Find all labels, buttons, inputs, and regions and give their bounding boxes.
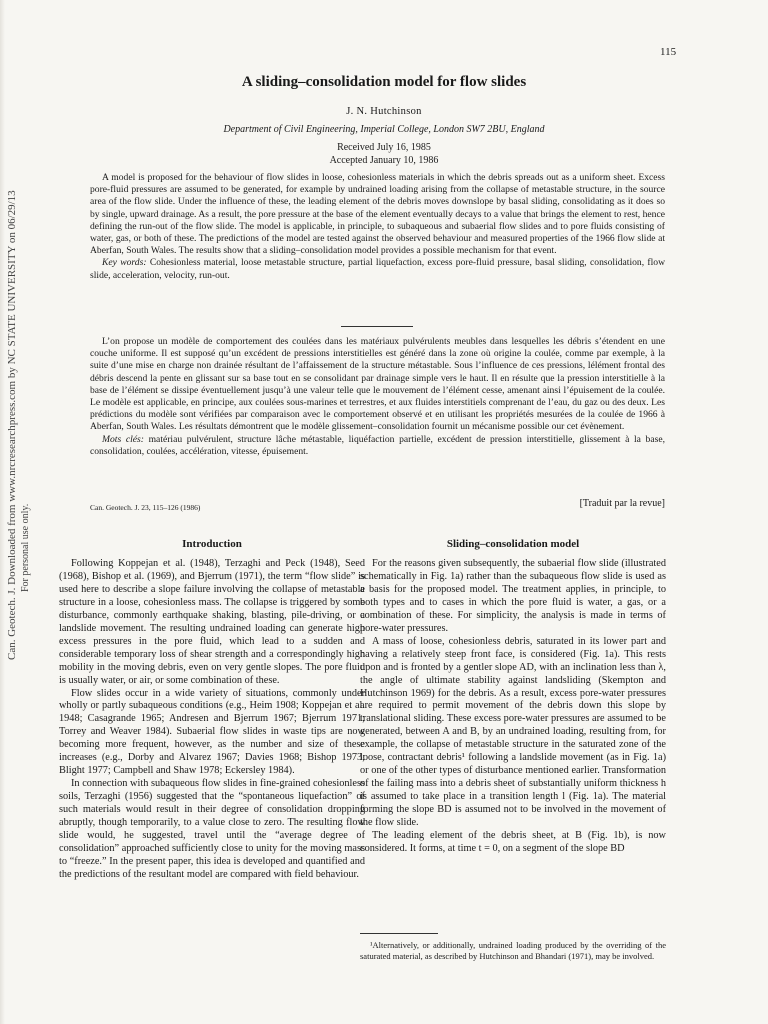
paper-title: A sliding–consolidation model for flow slides [241,74,527,90]
model-heading: Sliding–consolidation model [446,538,580,550]
abstract-english [90,172,665,282]
introduction-heading: Introduction [182,538,242,550]
scan-spine-shadow [0,0,5,1024]
abstract-divider [341,326,413,327]
keywords-text: Cohesionless material, loose metastable structure, partial liquefaction, excess pore-fluid pressure, basal sliding, consolidation, flow slide, acceleration, velocity, run-out. [90,257,666,281]
mots-cles: Mots clés: matériau pulvérulent, structure lâche métastable, liquéfaction partielle, excédent de pression interstitielle, glissement à la base, consolidation, coulées, accélération, vitesse, épuisement. [90,433,666,457]
right-column [360,538,666,856]
intro-paragraph: Flow slides occur in a wide variety of situations, commonly under wholly or partly subaqueous conditions (e.g., Heim 1908; Koppejan et al. 1948; Casagrande 1965; Andresen and Bjerrum 1967; Bjerrum 1971; Torrey and Weaver 1984). Subaerial flow slides in waste tips are now becoming more frequent, however, as the number and size of these increases (e.g., Dorby and Alvarez 1967; Davies 1968; Bishop 1973; Blight 1977; Campbell and Shaw 1978; Eckersley 1984). [59,687,365,777]
abstract-english-text: A model is proposed for the behaviour of flow slides in loose, cohesionless materials in which the debris spreads out as a uniform sheet. Excess pore-fluid pressures are assumed to be generated, for example by undrained loading arising from the collapse of metastable structure, in the source area of the flow slide. Under the influence of these, the leading element of the debris moves downslope by basal sliding, consolidating as it does so by single, upward drainage. As a result, the pore pressure at the base of the element eventually decays to a value that brings the element to rest, hence defining the run-out of the flow slide. The model is applicable, in principle, to subaqueous and subaerial flow slides and to pore fluids consisting of water, gas, or both of these. The predictions of the model are tested against the observed behaviour and measured properties of the 1966 flow slide at Aberfan, South Wales. The results show that a sliding–consolidation model provides a possible mechanism for that event. [90,172,665,257]
author-name: J. N. Hutchinson [346,106,422,117]
keywords: Key words: Cohesionless material, loose metastable structure, partial liquefaction, excess pore-fluid pressure, basal sliding, consolidation, flow slide, acceleration, velocity, run-out. [90,257,666,281]
mots-cles-label: Mots clés [102,433,141,445]
personal-use-watermark: For personal use only. [20,503,31,592]
journal-citation: Can. Geotech. J. 23, 115–126 (1986) [90,503,201,512]
author-affiliation: Department of Civil Engineering, Imperial College, London SW7 2BU, England [223,124,545,135]
intro-paragraph: Following Koppejan et al. (1948), Terzaghi and Peck (1948), Seed (1968), Bishop et al. (1969), and Bjerrum (1971), the term “flow slide” is used here to describe a slope failure involving the collapse of metastable structure in a loose, cohesionless mass. The collapse is triggered by some disturbance, commonly earthquake shaking, blasting, pile-driving, or a landslide movement. The resulting undrained loading can generate high excess pressures in the pore fluid, which lead to a sudden and considerable temporary loss of shear strength and a correspondingly high mobility in the moving debris, even on very gentle slopes. The pore fluid is usually water, or air, or some combination of these. [59,558,365,686]
footnote: ¹Alternatively, or additionally, undrained loading produced by the overriding of the saturated material, as described by Hutchinson and Bhandari (1971), may be involved. [360,940,666,961]
keywords-label: Key words [102,257,144,269]
download-watermark: Can. Geotech. J. Downloaded from www.nrcresearchpress.com by NC STATE UNIVERSITY on 06/29/13 [6,190,18,660]
abstract-french-text: L’on propose un modèle de comportement des coulées dans les matériaux pulvérulents meubles dans lesquelles les débris s’étendent en une couche uniforme. Il est supposé qu’un excédent de pressions interstitielles est généré dans la zone où origine la coulée, comme par exemple, à la suite d’une mise en charge non drainée résultant de l’affaissement de la structure métastable. Sous l’influence de ces pressions, lélément frontal des débris descend la pente en glissant sur sa base tout en se consolidant par drainage simple vers le haut. Il en résulte que la pression interstitielle à la base de l’élément se dissipe éventuellement jusqu’à une valeur telle que le mouvement de l’élément cesse, amenant ainsi l’épuisement de la coulée. Le modèle est applicable, en principe, aux coulées sous-marines et terrestres, et aux fluides interstitiels comprenant de l’eau, du gaz ou des deux. Les prédictions du modèle sont vérifiées par comparaison avec le comportement observé et en utilisant les propriétés mesurées de la coulée de 1966 à Aberfan, South Wales. Les résultats démontrent que le modèle glissement–consolidation fournit un mécanisme possible our cet évènement. [90,336,665,433]
model-paragraph: A mass of loose, cohesionless debris, saturated in its lower part and having a relatively steep front face, is considered (Fig. 1a). This rests upon and is fronted by a gentler slope AD, with an inclination less than λ, the angle of ultimate stability against landsliding (Skempton and Hutchinson 1969) for the debris. As a result, excess pore-water pressures are required to permit movement of the debris down this slope by translational sliding. These excess pore-water pressures are assumed to be generated, between A and B, by an undrained loading, resulting from, for example, the collapse of metastable structure in the saturated zone of the loose, contractant debris¹ following a landslide movement (as in Fig. 1a) or one of the other types of disturbance mentioned earlier. Transformation of the failing mass into a debris sheet of substantially uniform thickness h is assumed to take place in a transition length l (Fig. 1a). The material forming the slope BD is assumed not to be involved in the movement of the flow slide. [360,635,666,829]
mots-cles-text: matériau pulvérulent, structure lâche métastable, liquéfaction partielle, excédent de pression interstitielle, glissement à la base, consolidation, coulées, accélération, vitesse, épuisement. [90,433,666,457]
model-paragraph: The leading element of the debris sheet, at B (Fig. 1b), is now considered. It forms, at time t = 0, on a segment of the slope BD [360,830,666,854]
intro-paragraph: In connection with subaqueous flow slides in fine-grained cohesionless soils, Terzaghi (1956) suggested that the “spontaneous liquefaction” of such materials would result in their degree of consolidation dropping abruptly, though temporarily, to a value close to zero. The resulting flow slide would, he suggested, travel until the “average degree of consolidation” approached sufficiently close to unity for the moving mass to “freeze.” In the present paper, this idea is developed and quantified and the predictions of the resultant model are compared with field behaviour. [59,778,365,880]
page-number: 115 [660,46,677,58]
accepted-date: Accepted January 10, 1986 [329,155,439,166]
received-date: Received July 16, 1985 [337,142,431,153]
abstract-french [90,336,665,458]
model-paragraph: For the reasons given subsequently, the subaerial flow slide (illustrated schematically in Fig. 1a) rather than the subaqueous flow slide is used as a basis for the proposed model. The treatment applies, in principle, to both types and to cases in which the pore fluid is water, a gas, or a combination of these. For simplicity, the analysis is made in terms of pore-water pressures. [360,558,666,634]
translation-note: [Traduit par la revue] [579,498,665,509]
footnote-rule [360,933,438,934]
left-column [59,538,365,882]
